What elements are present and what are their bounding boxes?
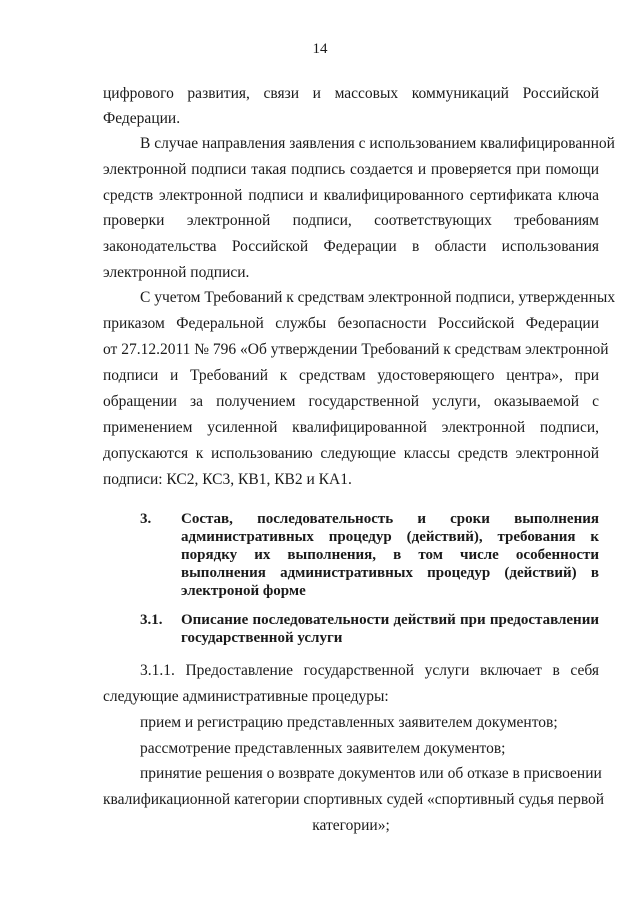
section-number: 3.1. bbox=[140, 612, 163, 628]
text-line: проверки электронной подписи, соответствующих требованиям bbox=[103, 212, 599, 229]
text-line: квалификационной категории спортивных судей «спортивный судья первой bbox=[103, 791, 605, 808]
heading-line: государственной услуги bbox=[181, 630, 343, 646]
text-line: подписи: КС2, КС3, КВ1, КВ2 и КА1. bbox=[103, 471, 352, 488]
text-line: электронной подписи такая подпись создается и проверяется при помощи bbox=[103, 161, 599, 178]
text-line: средств электронной подписи и квалифицированного сертификата ключа bbox=[103, 187, 599, 204]
list-item: рассмотрение представленных заявителем документов; bbox=[140, 740, 506, 757]
text-line: Федерации. bbox=[103, 110, 181, 127]
section-number: 3. bbox=[140, 511, 152, 527]
text-line: обращении за получением государственной услуги, оказываемой с bbox=[103, 393, 599, 410]
text-line: электронной подписи. bbox=[103, 264, 250, 281]
text-line: подписи и Требований к средствам удостоверяющего центра», при bbox=[103, 367, 599, 384]
text-line: цифрового развития, связи и массовых коммуникаций Российской bbox=[103, 85, 599, 102]
text-line: категории»; bbox=[312, 817, 390, 834]
text-line: 3.1.1. Предоставление государственной услуги включает в себя bbox=[140, 662, 599, 679]
heading-line: выполнения административных процедур (действий) в bbox=[181, 565, 599, 581]
list-item: прием и регистрацию представленных заявителем документов; bbox=[140, 714, 558, 731]
heading-line: Состав, последовательность и сроки выполнения bbox=[181, 511, 599, 527]
text-line: от 27.12.2011 № 796 «Об утверждении Требований к средствам электронной bbox=[103, 341, 609, 358]
text-line: С учетом Требований к средствам электронной подписи, утвержденных bbox=[140, 289, 616, 306]
heading-line: административных процедур (действий), требования к bbox=[181, 529, 599, 545]
text-line: приказом Федеральной службы безопасности Российской Федерации bbox=[103, 315, 599, 332]
text-line: допускаются к использованию следующие классы средств электронной bbox=[103, 445, 599, 462]
text-line: следующие административные процедуры: bbox=[103, 688, 389, 705]
heading-line: порядку их выполнения, в том числе особенности bbox=[181, 547, 599, 563]
page-number: 14 bbox=[312, 41, 328, 57]
heading-line: электроной форме bbox=[181, 583, 306, 599]
text-line: принятие решения о возврате документов или об отказе в присвоении bbox=[140, 765, 602, 782]
text-line: законодательства Российской Федерации в области использования bbox=[103, 238, 599, 255]
text-line: применением усиленной квалифицированной электронной подписи, bbox=[103, 419, 599, 436]
heading-line: Описание последовательности действий при предоставлении bbox=[181, 612, 599, 628]
text-line: В случае направления заявления с использованием квалифицированной bbox=[140, 135, 615, 152]
